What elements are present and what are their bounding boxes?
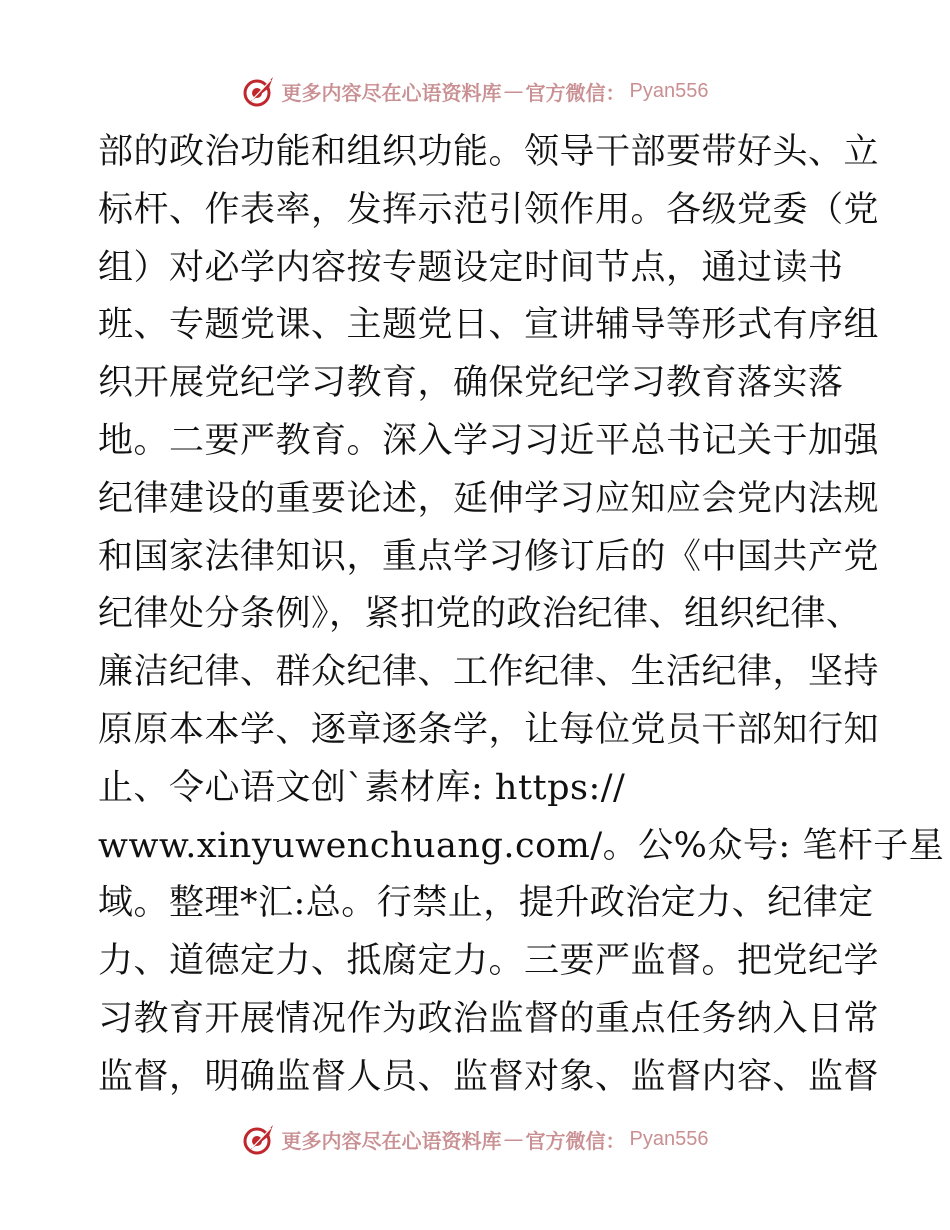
banner-wechat-label: 官方微信：: [525, 80, 626, 105]
text-line: 习教育开展情况作为政治监督的重点任务纳入日常: [98, 998, 880, 1039]
text-line: 织开展党纪学习教育，确保党纪学习教育落实落: [98, 363, 844, 404]
text-line: 廉洁纪律、群众纪律、工作纪律、生活纪律，坚持: [98, 652, 880, 693]
text-line: 班、专题党课、主题党日、宣讲辅导等形式有序组: [98, 305, 880, 346]
text-line: 地。二要严教育。深入学习习近平总书记关于加强: [98, 420, 880, 461]
banner-title: 更多内容尽在心语资料库: [281, 1128, 502, 1153]
text-line: 部的政治功能和组织功能。领导干部要带好头、立: [98, 132, 880, 172]
text-line: 监督，明确监督人员、监督对象、监督内容、监督: [98, 1056, 880, 1097]
text-line: 域。整理*汇:总。行禁止，提升政治定力、纪律定: [98, 883, 874, 924]
banner-separator: —: [503, 1127, 524, 1151]
text-line: 组）对必学内容按专题设定时间节点，通过读书: [98, 247, 844, 288]
header-banner: [0, 71, 950, 111]
text-line: 力、道德定力、抵腐定力。三要严监督。把党纪学: [98, 941, 880, 982]
quill-logo-icon: [242, 74, 276, 108]
banner-wechat-id: Pyan556: [629, 1127, 709, 1150]
banner-separator: —: [503, 79, 524, 103]
text-line: 纪律处分条例》，紧扣党的政治纪律、组织纪律、: [98, 594, 862, 635]
footer-banner: [0, 1119, 950, 1159]
banner-wechat-label: 官方微信：: [525, 1128, 626, 1153]
banner-wechat-id: Pyan556: [629, 79, 709, 102]
banner-title: 更多内容尽在心语资料库: [281, 80, 502, 105]
text-line: 标杆、作表率，发挥示范引领作用。各级党委（党: [98, 189, 880, 230]
text-line: 止、令心语文创`素材库: https://: [98, 767, 626, 808]
document-body: [98, 124, 945, 1107]
text-line: 纪律建设的重要论述，延伸学习应知应会党内法规: [98, 478, 880, 519]
quill-logo-icon: [242, 1122, 276, 1156]
text-line: www.xinyuwenchuang.com/。公%众号: 笔杆子星: [98, 825, 945, 866]
text-line: 原原本本学、逐章逐条学，让每位党员干部知行知: [98, 709, 880, 750]
text-line: 和国家法律知识，重点学习修订后的《中国共产党: [98, 536, 880, 577]
